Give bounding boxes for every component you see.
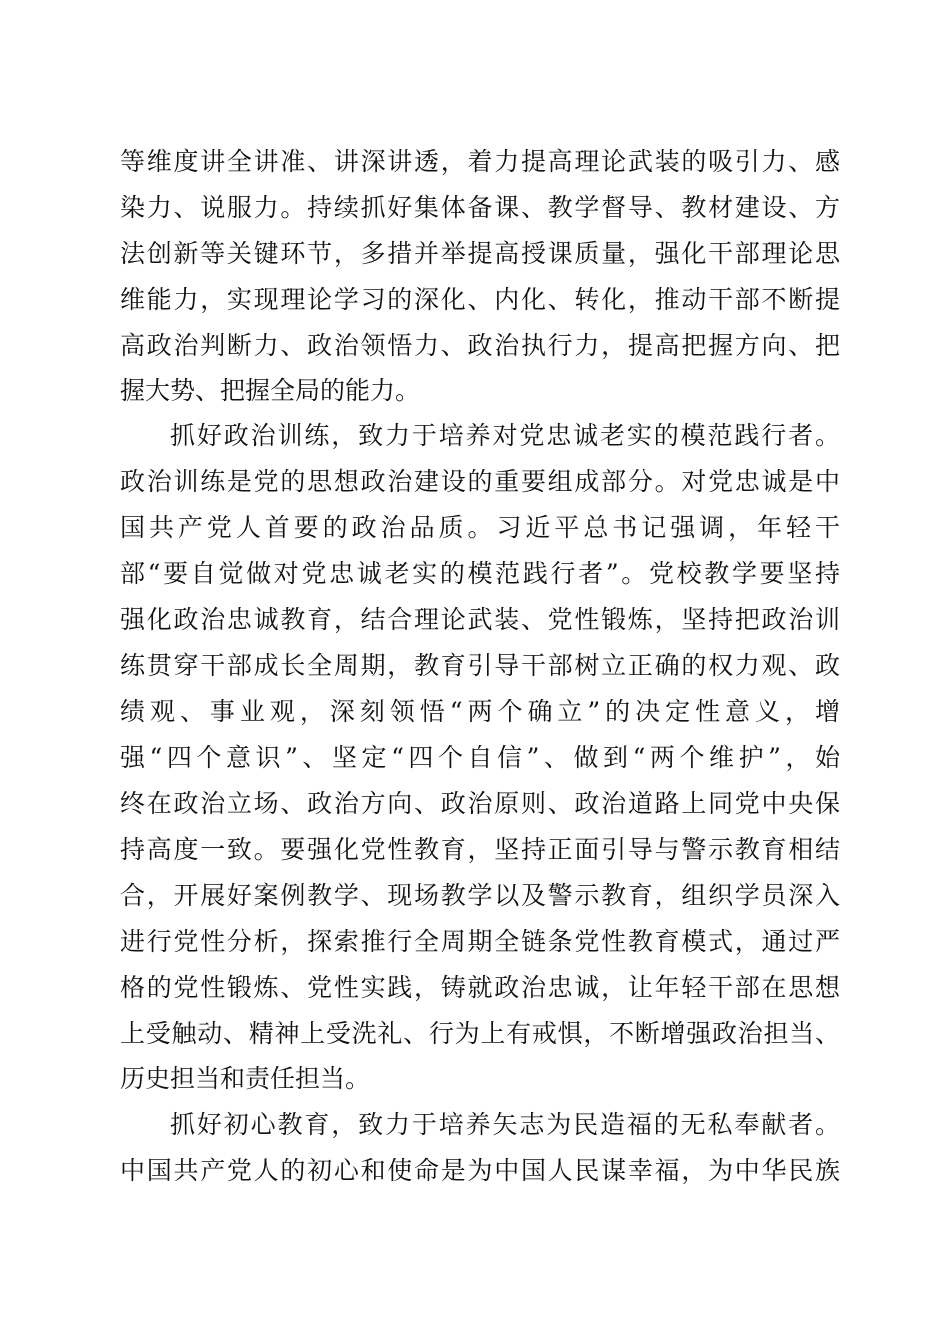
text-line: 强“四个意识”、坚定“四个自信”、做到“两个维护”，始 [120,743,840,772]
text-line: 握大势、把握全局的能力。 [120,376,421,405]
text-line: 历史担当和责任担当。 [120,1064,371,1093]
text-line: 法创新等关键环节，多措并举提高授课质量，强化干部理论思 [120,239,840,268]
text-line: 持高度一致。要强化党性教育，坚持正面引导与警示教育相结 [120,835,840,864]
paragraph-heading-line: 抓好初心教育，致力于培养矢志为民造福的无私奉献者。 [170,1110,840,1139]
paragraph-heading-line: 抓好政治训练，致力于培养对党忠诚老实的模范践行者。 [170,421,840,450]
text-line: 等维度讲全讲准、讲深讲透，着力提高理论武装的吸引力、感 [120,147,840,176]
text-line: 合，开展好案例教学、现场教学以及警示教育，组织学员深入 [120,881,840,910]
text-line: 终在政治立场、政治方向、政治原则、政治道路上同党中央保 [120,789,840,818]
text-line: 维能力，实现理论学习的深化、内化、转化，推动干部不断提 [120,285,840,314]
text-line: 染力、说服力。持续抓好集体备课、教学督导、教材建设、方 [120,193,840,222]
text-line: 政治训练是党的思想政治建设的重要组成部分。对党忠诚是中 [120,467,840,496]
text-line: 上受触动、精神上受洗礼、行为上有戒惧，不断增强政治担当、 [120,1019,840,1048]
text-line: 高政治判断力、政治领悟力、政治执行力，提高把握方向、把 [120,331,840,360]
text-line: 部“要自觉做对党忠诚老实的模范践行者”。党校教学要坚持 [120,559,840,588]
text-line: 国共产党人首要的政治品质。习近平总书记强调，年轻干 [120,513,840,542]
text-line: 中国共产党人的初心和使命是为中国人民谋幸福，为中华民族 [120,1156,840,1185]
text-line: 强化政治忠诚教育，结合理论武装、党性锻炼，坚持把政治训 [120,605,840,634]
text-line: 进行党性分析，探索推行全周期全链条党性教育模式，通过严 [120,927,840,956]
text-line: 格的党性锻炼、党性实践，铸就政治忠诚，让年轻干部在思想 [120,973,840,1002]
text-line: 练贯穿干部成长全周期，教育引导干部树立正确的权力观、政 [120,651,840,680]
text-line: 绩观、事业观，深刻领悟“两个确立”的决定性意义，增 [120,697,840,726]
